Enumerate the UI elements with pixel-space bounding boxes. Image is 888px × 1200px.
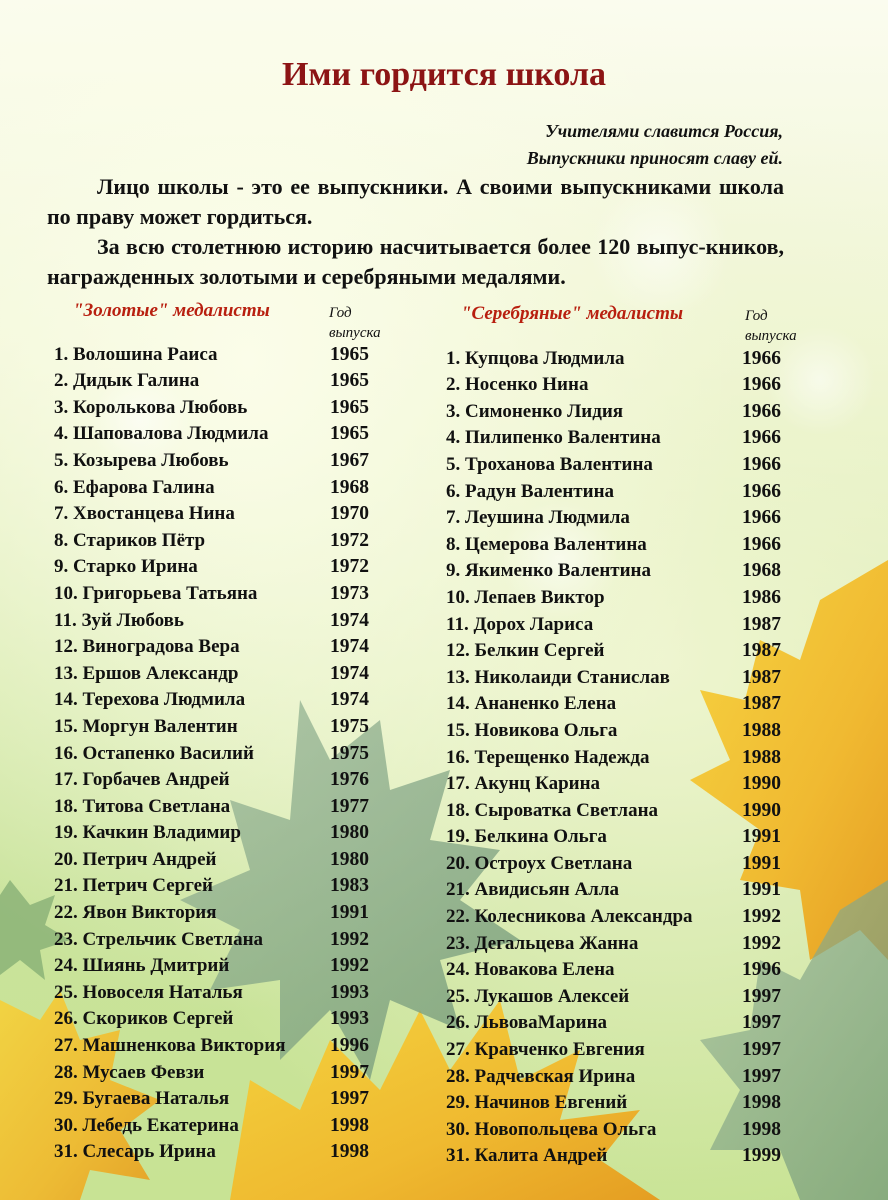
list-item [446,715,781,742]
list-item [54,632,369,659]
list-item [446,928,781,955]
intro-paragraph: Лицо школы - это ее выпускники. А своими выпускниками школа по праву может гордиться. [47,174,784,229]
graduation-year: 1980 [330,822,369,844]
medalist-name: 24. Новакова Елена [446,959,615,981]
list-item [446,848,781,875]
graduation-year: 1973 [330,582,369,604]
medalist-name: 11. Зуй Любовь [54,609,184,631]
medalist-name: 8. Стариков Пётр [54,529,206,551]
gold-medalists-heading: "Золотые" медалисты [73,300,270,321]
list-item [54,924,369,951]
list-item [446,1061,781,1088]
medalist-name: 15. Моргун Валентин [54,715,238,737]
graduation-year: 1966 [742,507,781,529]
medalist-name: 10. Лепаев Виктор [446,586,605,608]
medalist-name: 5. Троханова Валентина [446,453,653,475]
medalist-name: 19. Качкин Владимир [54,822,241,844]
year-heading-line: выпуска [329,325,381,341]
list-item [54,499,369,526]
list-item [54,366,369,393]
medalist-name: 17. Акунц Карина [446,773,601,795]
silver-medalists-heading: "Серебряные" медалисты [461,303,684,324]
medalist-name: 9. Старко Ирина [54,556,198,578]
gold-year-heading [329,303,381,343]
graduation-year: 1966 [742,374,781,396]
list-item [54,472,369,499]
list-item [446,343,781,370]
medalist-name: 27. Кравченко Евгения [446,1039,645,1061]
graduation-year: 1998 [742,1118,781,1140]
graduation-year: 1974 [330,609,369,631]
medalist-name: 14. Ананенко Елена [446,693,617,715]
medalist-name: 21. Авидисьян Алла [446,879,619,901]
medalist-name: 27. Машненкова Виктория [54,1035,286,1057]
list-item [54,1004,369,1031]
graduation-year: 1975 [330,715,369,737]
list-item [54,897,369,924]
graduation-year: 1999 [742,1145,781,1167]
graduation-year: 1998 [330,1141,369,1163]
medalist-name: 13. Ершов Александр [54,662,239,684]
graduation-year: 1997 [742,1012,781,1034]
medalist-name: 28. Радчевская Ирина [446,1065,636,1087]
graduation-year: 1966 [742,533,781,555]
list-item [446,901,781,928]
list-item [446,795,781,822]
list-item [54,445,369,472]
graduation-year: 1990 [742,773,781,795]
graduation-year: 1975 [330,742,369,764]
medalist-name: 22. Явон Виктория [54,902,217,924]
list-item [446,556,781,583]
graduation-year: 1992 [742,932,781,954]
graduation-year: 1968 [742,560,781,582]
graduation-year: 1997 [330,1088,369,1110]
list-item [446,981,781,1008]
list-item [446,582,781,609]
medalist-name: 4. Шаповалова Людмила [54,423,269,445]
graduation-year: 1966 [742,427,781,449]
list-item [54,791,369,818]
graduation-year: 1965 [330,370,369,392]
medalist-name: 22. Колесникова Александра [446,906,693,928]
graduation-year: 1988 [742,746,781,768]
list-item [54,765,369,792]
graduation-year: 1968 [330,476,369,498]
list-item [54,1110,369,1137]
list-item [54,871,369,898]
graduation-year: 1970 [330,503,369,525]
medalist-name: 1. Купцова Людмила [446,347,625,369]
graduation-year: 1966 [742,347,781,369]
medalist-name: 23. Стрельчик Светлана [54,928,264,950]
list-item [54,1030,369,1057]
medalist-name: 23. Дегальцева Жанна [446,932,639,954]
graduation-year: 1996 [330,1035,369,1057]
list-item [54,419,369,446]
medalist-name: 31. Калита Андрей [446,1145,608,1167]
list-item [446,875,781,902]
list-item [446,636,781,663]
list-item [446,423,781,450]
medalist-name: 29. Бугаева Наталья [54,1088,230,1110]
list-item [446,1088,781,1115]
medalist-name: 31. Слесарь Ирина [54,1141,216,1163]
medalist-name: 10. Григорьева Татьяна [54,582,258,604]
list-item [446,955,781,982]
silver-year-heading [745,306,797,346]
graduation-year: 1997 [742,985,781,1007]
list-item [54,685,369,712]
list-item [54,844,369,871]
epigraph-line: Учителями славится Россия, [545,121,783,141]
medalist-name: 8. Цемерова Валентина [446,533,647,555]
page-title: Ими гордится школа [281,56,607,93]
medalist-name: 1. Волошина Раиса [54,343,218,365]
medalist-name: 20. Остроух Светлана [446,852,633,874]
silver-medalists-list [446,343,781,1167]
graduation-year: 1974 [330,689,369,711]
graduation-year: 1980 [330,848,369,870]
graduation-year: 1988 [742,719,781,741]
medalist-name: 12. Белкин Сергей [446,640,605,662]
intro-paragraph: За всю столетнюю историю насчитывается более 120 выпус-кников, награжденных золотыми и серебряными медалями. [47,234,784,289]
medalist-name: 6. Радун Валентина [446,480,615,502]
list-item [446,1141,781,1168]
medalist-name: 18. Сыроватка Светлана [446,799,659,821]
graduation-year: 1976 [330,769,369,791]
list-item [446,503,781,530]
graduation-year: 1966 [742,480,781,502]
list-item [54,392,369,419]
medalist-name: 25. Новоселя Наталья [54,981,243,1003]
list-item [54,552,369,579]
graduation-year: 1966 [742,400,781,422]
medalist-name: 15. Новикова Ольга [446,719,618,741]
medalist-name: 30. Новопольцева Ольга [446,1118,657,1140]
medalist-name: 17. Горбачев Андрей [54,769,230,791]
graduation-year: 1983 [330,875,369,897]
graduation-year: 1992 [330,955,369,977]
list-item [446,689,781,716]
graduation-year: 1965 [330,423,369,445]
graduation-year: 1998 [330,1114,369,1136]
list-item [446,662,781,689]
medalist-name: 5. Козырева Любовь [54,449,229,471]
medalist-name: 30. Лебедь Екатерина [54,1114,239,1136]
graduation-year: 1997 [742,1065,781,1087]
list-item [54,525,369,552]
list-item [54,738,369,765]
list-item [446,396,781,423]
medalist-name: 18. Титова Светлана [54,795,231,817]
medalist-name: 3. Симоненко Лидия [446,400,624,422]
intro-text [47,172,784,292]
medalist-name: 25. Лукашов Алексей [446,985,630,1007]
medalist-name: 7. Хвостанцева Нина [54,503,235,525]
medalist-name: 3. Королькова Любовь [54,396,248,418]
graduation-year: 1966 [742,453,781,475]
list-item [54,818,369,845]
list-item [54,658,369,685]
graduation-year: 1990 [742,799,781,821]
medalist-name: 6. Ефарова Галина [54,476,215,498]
medalist-name: 24. Шиянь Дмитрий [54,955,230,977]
graduation-year: 1993 [330,1008,369,1030]
medalist-name: 16. Остапенко Василий [54,742,254,764]
graduation-year: 1987 [742,666,781,688]
medalist-name: 21. Петрич Сергей [54,875,213,897]
medalist-name: 26. Скориков Сергей [54,1008,234,1030]
list-item [446,742,781,769]
medalist-name: 26. ЛьвоваМарина [446,1012,608,1034]
graduation-year: 1967 [330,449,369,471]
year-heading-line: выпуска [745,328,797,344]
year-heading-line: Год [329,305,352,321]
list-item [446,1114,781,1141]
graduation-year: 1992 [330,928,369,950]
medalist-name: 14. Терехова Людмила [54,689,246,711]
medalist-name: 29. Начинов Евгений [446,1092,628,1114]
year-heading-line: Год [745,308,768,324]
list-item [54,1084,369,1111]
graduation-year: 1986 [742,586,781,608]
graduation-year: 1991 [330,902,369,924]
graduation-year: 1987 [742,613,781,635]
list-item [54,578,369,605]
list-item [446,609,781,636]
medalist-name: 19. Белкина Ольга [446,826,607,848]
medalist-name: 2. Носенко Нина [446,374,589,396]
medalist-name: 4. Пилипенко Валентина [446,427,661,449]
list-item [446,769,781,796]
list-item [446,449,781,476]
gold-medalists-list [54,339,369,1163]
medalist-name: 28. Мусаев Февзи [54,1061,205,1083]
graduation-year: 1972 [330,529,369,551]
graduation-year: 1987 [742,640,781,662]
list-item [54,951,369,978]
medalist-name: 13. Николаиди Станислав [446,666,670,688]
graduation-year: 1991 [742,852,781,874]
medalist-name: 16. Терещенко Надежда [446,746,650,768]
epigraph [527,118,783,172]
graduation-year: 1965 [330,396,369,418]
graduation-year: 1996 [742,959,781,981]
graduation-year: 1974 [330,662,369,684]
epigraph-line: Выпускники приносят славу ей. [526,148,783,168]
list-item [446,529,781,556]
list-item [54,339,369,366]
graduation-year: 1977 [330,795,369,817]
list-item [446,1008,781,1035]
graduation-year: 1987 [742,693,781,715]
medalist-name: 7. Леушина Людмила [446,507,630,529]
list-item [54,1137,369,1164]
graduation-year: 1998 [742,1092,781,1114]
graduation-year: 1991 [742,879,781,901]
list-item [446,370,781,397]
list-item [54,605,369,632]
medalist-name: 12. Виноградова Вера [54,636,240,658]
list-item [54,977,369,1004]
list-item [54,711,369,738]
medalist-name: 2. Дидык Галина [54,370,200,392]
graduation-year: 1997 [742,1039,781,1061]
list-item [446,476,781,503]
medalist-name: 9. Якименко Валентина [446,560,651,582]
medalist-name: 20. Петрич Андрей [54,848,217,870]
graduation-year: 1972 [330,556,369,578]
graduation-year: 1992 [742,906,781,928]
graduation-year: 1991 [742,826,781,848]
list-item [446,822,781,849]
list-item [446,1034,781,1061]
medalist-name: 11. Дорох Лариса [446,613,594,635]
graduation-year: 1997 [330,1061,369,1083]
list-item [54,1057,369,1084]
graduation-year: 1993 [330,981,369,1003]
graduation-year: 1965 [330,343,369,365]
graduation-year: 1974 [330,636,369,658]
